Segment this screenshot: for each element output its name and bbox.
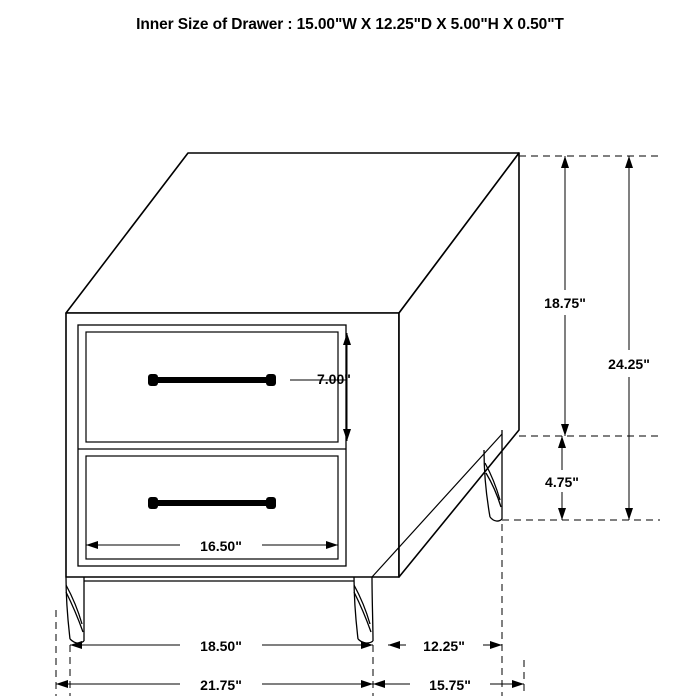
dim-cabinet-body-height: 18.75" [544, 295, 586, 311]
dim-drawer-bottom-width: 16.50" [200, 538, 242, 554]
page-title: Inner Size of Drawer : 15.00"W X 12.25"D X 5.00"H X 0.50"T [136, 16, 564, 33]
leg-front-left [66, 577, 84, 643]
dim-front-base-width: 18.50" [200, 638, 242, 654]
dim-side-depth: 12.25" [423, 638, 465, 654]
dim-overall-width: 21.75" [200, 677, 242, 693]
leg-front-right [354, 577, 373, 643]
cabinet-outline [66, 153, 519, 577]
dim-total-height: 24.25" [608, 356, 650, 372]
dim-drawer-top-width: 7.00" [317, 371, 351, 387]
dim-overall-depth: 15.75" [429, 677, 471, 693]
dim-leg-height: 4.75" [545, 474, 579, 490]
